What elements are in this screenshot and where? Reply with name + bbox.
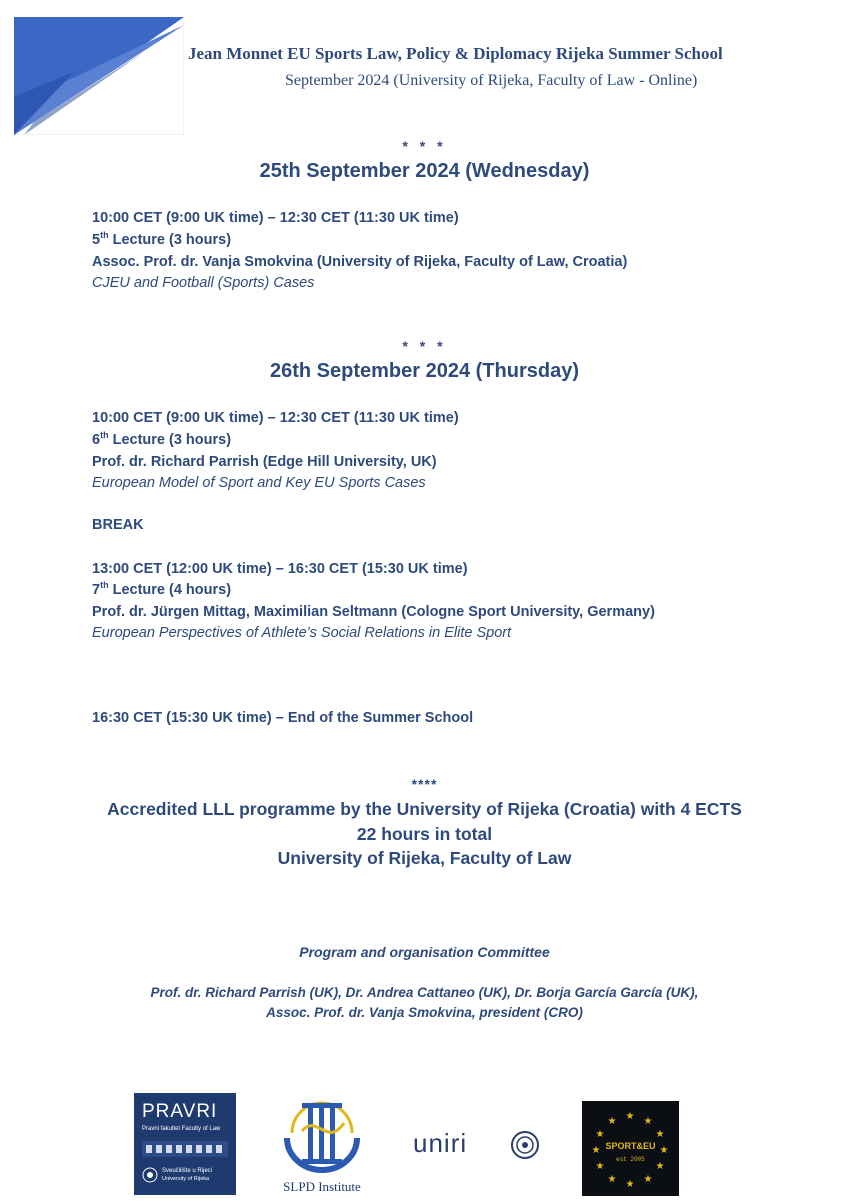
svg-text:★: ★ [655,1129,665,1140]
svg-text:★: ★ [625,1179,635,1190]
session-time: 13:00 CET (12:00 UK time) – 16:30 CET (15:30 UK time) [92,561,468,577]
pravri-university-hr: Sveučilište u Rijeci [162,1168,213,1174]
lecture-speaker: Prof. dr. Richard Parrish (Edge Hill University, UK) [92,454,437,470]
svg-text:★: ★ [607,1116,617,1127]
total-hours-line: 22 hours in total [356,824,493,844]
uniri-logo [413,1128,493,1160]
lecture-speaker: Assoc. Prof. dr. Vanja Smokvina (University of Rijeka, Faculty of Law, Croatia) [92,254,628,270]
session-time: 10:00 CET (9:00 UK time) – 12:30 CET (11:30 UK time) [92,210,459,226]
header-subtitle: September 2024 (University of Rijeka, Faculty of Law - Online) [285,72,698,89]
pravri-wordmark: PRAVRI [142,1101,218,1122]
committee-members: Prof. dr. Richard Parrish (UK), Dr. Andrea Cattaneo (UK), Dr. Borja García García (UK), [150,985,699,1000]
sport-eu-logo [582,1101,679,1196]
slpd-institute-logo [272,1093,372,1195]
committee-title: Program and organisation Committee [299,944,550,960]
slpd-emblem-icon [272,1093,372,1175]
sport-eu-wordmark: SPORT&EU [605,1141,656,1151]
svg-text:★: ★ [659,1145,669,1156]
header-title: Jean Monnet EU Sports Law, Policy & Diplomacy Rijeka Summer School [188,44,723,63]
svg-text:★: ★ [595,1129,605,1140]
faculty-line: University of Rijeka, Faculty of Law [277,848,572,868]
lecture-topic: European Model of Sport and Key EU Sports Cases [92,475,426,491]
day-title: 25th September 2024 (Wednesday) [259,160,590,182]
pravri-university-en: University of Rijeka [162,1176,210,1182]
svg-text:★: ★ [607,1174,617,1185]
svg-text:★: ★ [595,1161,605,1172]
pravri-logo [134,1093,236,1195]
session-time: 10:00 CET (9:00 UK time) – 12:30 CET (11:30 UK time) [92,410,459,426]
lecture-label: 6th Lecture (3 hours) [92,430,232,448]
svg-text:★: ★ [643,1174,653,1185]
university-seal-icon [142,1167,158,1183]
uniri-wordmark: uniri [413,1128,468,1158]
lecture-speaker: Prof. dr. Jürgen Mittag, Maximilian Seltmann (Cologne Sport University, Germany) [92,604,655,620]
accreditation-line: Accredited LLL programme by the University of Rijeka (Croatia) with 4 ECTS [107,799,742,819]
svg-text:★: ★ [625,1111,635,1122]
section-separator: * * * [402,338,447,354]
svg-text:★: ★ [643,1116,653,1127]
lecture-label: 5th Lecture (3 hours) [92,230,232,248]
pravri-faculty-text: Pravni fakultet Faculty of Law [142,1126,221,1132]
svg-text:★: ★ [591,1145,601,1156]
end-of-school-line: 16:30 CET (15:30 UK time) – End of the Summer School [92,710,474,726]
committee-members: Assoc. Prof. dr. Vanja Smokvina, president (CRO) [266,1005,583,1020]
slpd-caption: SLPD Institute [283,1179,361,1194]
sport-eu-est: est 2005 [616,1156,645,1163]
section-separator: * * * [402,138,447,154]
lecture-topic: CJEU and Football (Sports) Cases [92,275,315,291]
svg-text:★: ★ [655,1161,665,1172]
building-icon [142,1137,228,1159]
day-title: 26th September 2024 (Thursday) [270,360,579,382]
break-label: BREAK [92,517,144,533]
section-separator: **** [411,776,438,792]
lecture-label: 7th Lecture (4 hours) [92,580,232,598]
header-banner-graphic [14,17,184,135]
lecture-topic: European Perspectives of Athlete’s Social Relations in Elite Sport [92,625,512,641]
uniri-seal-icon [510,1130,540,1160]
